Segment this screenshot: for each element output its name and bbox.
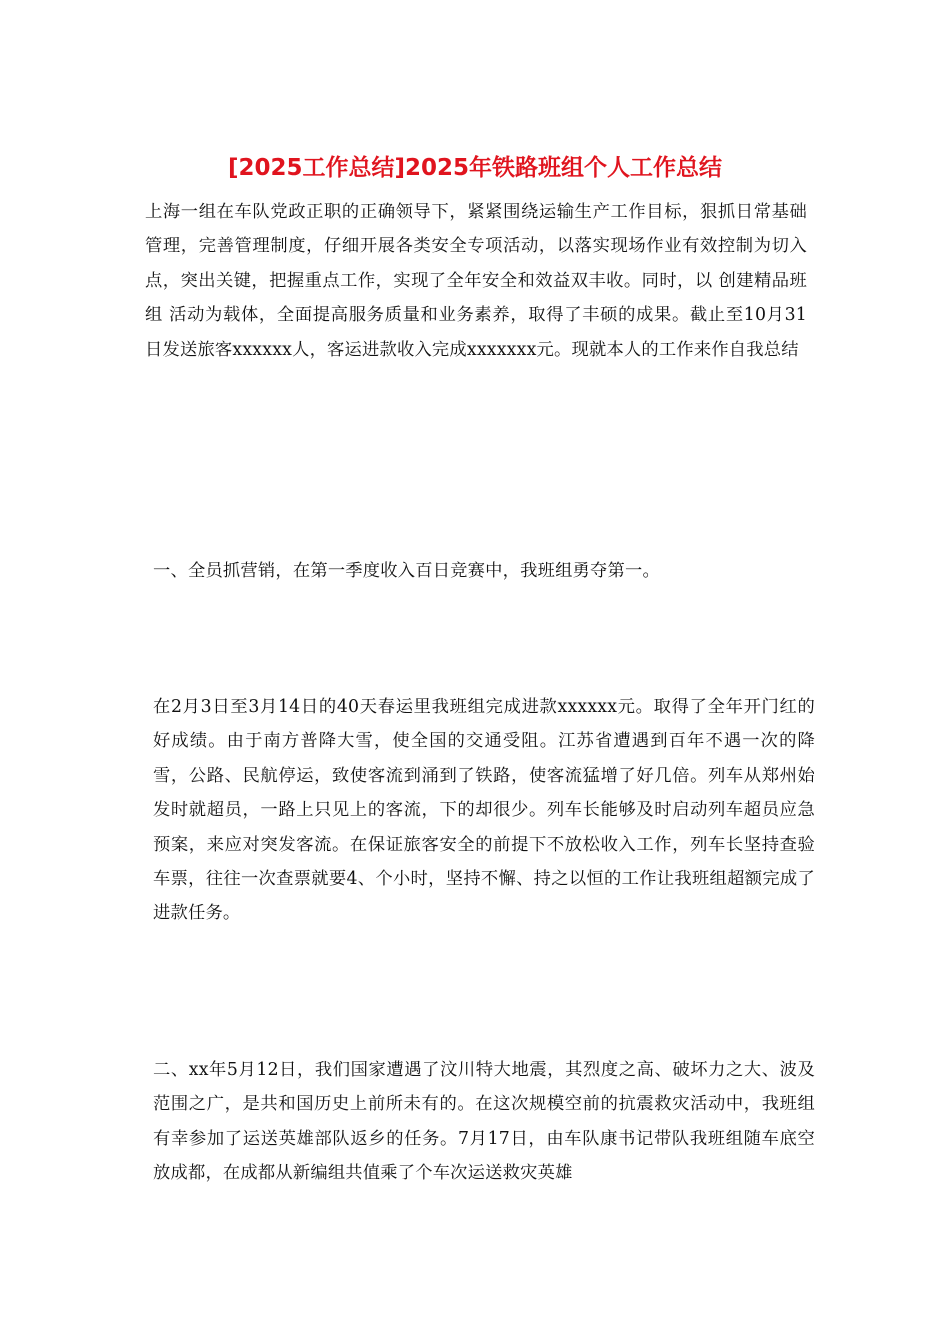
document-title: [2025工作总结]2025年铁路班组个人工作总结 <box>227 155 723 181</box>
section-one-heading: 一、全员抓营销，在第一季度收入百日竞赛中，我班组勇夺第一。 <box>153 561 660 581</box>
intro-paragraph: 上海一组在车队党政正职的正确领导下，紧紧围绕运输生产工作目标，狠抓日常基础管理，完善管理制度，仔细开展各类安全专项活动，以落实现场作业有效控制为切入点，突出关键，把握重点工作，实现了全年安全和效益双丰收。同时，以 创建精品班组 活动为载体，全面提高服务质量和业务素养，取得了丰硕的成果。截止至10月31日发送旅客xxxxxx人，客运进款收入完成xxxxxxx元。现就本人的工作来作自我总结 <box>145 202 807 360</box>
spring-transport-paragraph: 在2月3日至3月14日的40天春运里我班组完成进款xxxxxx元。取得了全年开门红的好成绩。由于南方普降大雪，使全国的交通受阻。江苏省遭遇到百年不遇一次的降雪，公路、民航停运，致使客流到涌到了铁路，使客流猛增了好几倍。列车从郑州始发时就超员，一路上只见上的客流，下的却很少。列车长能够及时启动列车超员应急预案，来应对突发客流。在保证旅客安全的前提下不放松收入工作，列车长坚持查验车票，往往一次查票就要4、个小时，坚持不懈、持之以恒的工作让我班组超额完成了进款任务。 <box>153 697 815 924</box>
section-two-paragraph: 二、xx年5月12日，我们国家遭遇了汶川特大地震，其烈度之高、破坏力之大、波及范围之广，是共和国历史上前所未有的。在这次规模空前的抗震救灾活动中，我班组有幸参加了运送英雄部队返乡的任务。7月17日，由车队康书记带队我班组随车底空放成都，在成都从新编组共值乘了个车次运送救灾英雄 <box>153 1060 815 1184</box>
